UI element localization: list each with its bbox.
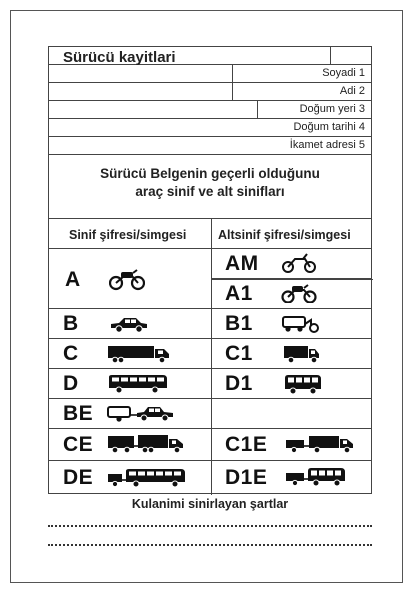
bus-trailer-icon	[107, 467, 187, 489]
subclass-code: A1	[225, 282, 253, 305]
subclass-code: AM	[225, 252, 259, 275]
motorcycle-icon	[109, 267, 145, 291]
class-code: D	[63, 372, 79, 395]
class-row-c	[49, 339, 371, 369]
class-row-b	[49, 309, 371, 339]
truck-trailer-icon	[107, 433, 185, 455]
class-row-ce	[49, 429, 371, 461]
title-row	[49, 47, 371, 65]
class-code: B	[63, 312, 79, 335]
validity-heading-line1: Sürücü Belgenin geçerli olduğunu	[100, 166, 320, 181]
subclass-code: D1	[225, 372, 253, 395]
field-birthplace-label: Doğum yeri 3	[299, 103, 365, 115]
light-motorcycle-icon	[281, 283, 317, 303]
class-code: DE	[63, 466, 94, 489]
class-column-header: Sinif şifresi/simgesi	[69, 228, 187, 242]
bus-icon	[107, 374, 169, 394]
field-row-address	[49, 137, 371, 155]
field-row-birthdate	[49, 119, 371, 137]
validity-heading-line2: araç sinif ve alt sinifları	[135, 184, 285, 199]
subclass-column-header: Altsinif şifresi/simgesi	[218, 228, 351, 242]
subclass-code: C1E	[225, 433, 268, 456]
car-icon	[109, 315, 149, 333]
column-header-row	[49, 219, 371, 249]
light-truck-icon	[283, 344, 321, 364]
field-birthdate-label: Doğum tarihi 4	[293, 121, 365, 133]
class-code: C	[63, 342, 79, 365]
class-row-de	[49, 461, 371, 495]
class-row-be	[49, 399, 371, 429]
minibus-icon	[283, 373, 323, 395]
class-code: BE	[63, 402, 94, 425]
validity-heading-block	[49, 155, 371, 219]
subclass-code: D1E	[225, 466, 268, 489]
class-code: CE	[63, 433, 94, 456]
class-row-d	[49, 369, 371, 399]
car-trailer-icon	[107, 404, 175, 424]
quadricycle-icon	[281, 314, 321, 334]
subclass-code: B1	[225, 312, 253, 335]
minibus-trailer-icon	[285, 466, 347, 488]
card-title: Sürücü kayitlari	[63, 49, 176, 66]
field-address-label: İkamet adresi 5	[289, 139, 365, 151]
light-truck-trailer-icon	[285, 434, 355, 454]
field-surname-label: Soyadi 1	[322, 67, 365, 79]
field-row-birthplace	[49, 101, 371, 119]
field-row-surname	[49, 65, 371, 83]
truck-icon	[107, 344, 171, 364]
subclass-code: C1	[225, 342, 253, 365]
restrictions-line-1	[48, 525, 372, 527]
driver-record-card	[48, 46, 372, 494]
restrictions-label: Kulanimi sinirlayan şartlar	[131, 497, 289, 511]
field-row-name	[49, 83, 371, 101]
subclass-row-a1	[211, 279, 371, 309]
field-name-label: Adi 2	[339, 85, 365, 97]
class-code: A	[65, 268, 81, 291]
moped-icon	[281, 253, 317, 273]
restrictions-line-2	[48, 544, 372, 546]
subclass-row-am	[211, 249, 371, 279]
